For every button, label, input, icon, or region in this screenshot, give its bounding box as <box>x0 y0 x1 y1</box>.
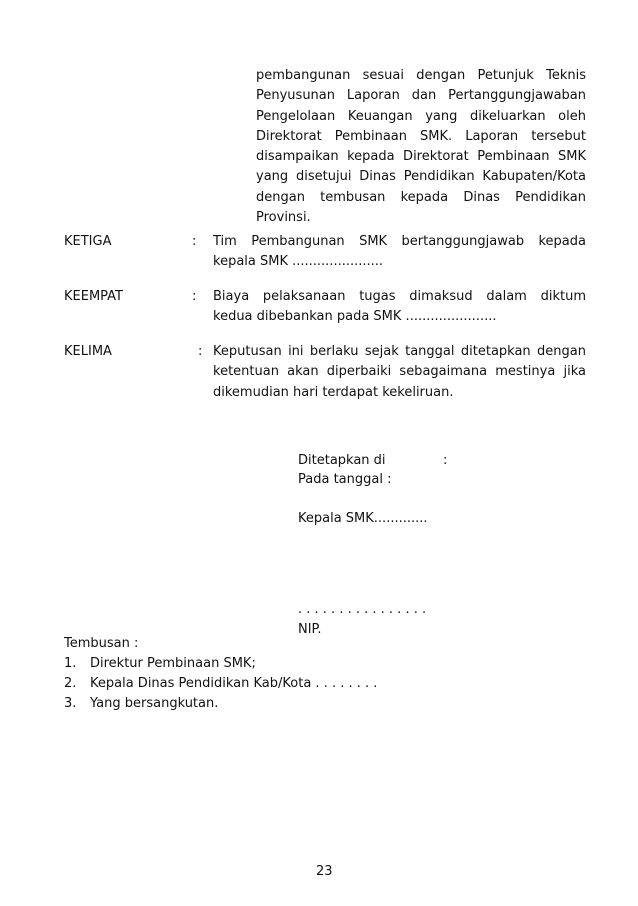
tembusan-item-text: Direktur Pembinaan SMK; <box>90 656 256 671</box>
clause-label: KETIGA <box>64 234 112 249</box>
clause-text <box>213 232 586 273</box>
tembusan-item-number: 2. <box>64 676 77 691</box>
continuation-line: Provinsi. <box>256 210 311 226</box>
tembusan-item-number: 1. <box>64 656 77 671</box>
continuation-line: yang disetujui Dinas Pendidikan Kabupaten/Kota <box>256 169 586 185</box>
clause-line: Keputusan ini berlaku sejak tanggal ditetapkan dengan <box>213 344 586 359</box>
tembusan-item-text: Kepala Dinas Pendidikan Kab/Kota . . . . . . . . <box>90 676 378 691</box>
ditetapkan-colon: : <box>443 453 448 468</box>
clause-line: dikemudian hari terdapat kekeliruan. <box>213 384 454 400</box>
clause-line: kedua dibebankan pada SMK ...................... <box>213 309 497 325</box>
continuation-line: Direktorat Pembinaan SMK. Laporan tersebut <box>256 128 586 144</box>
continuation-line: Penyusunan Laporan dan Pertanggungjawaban <box>256 88 586 104</box>
continuation-line: Pengelolaan Keuangan yang dikeluarkan oleh <box>256 108 586 124</box>
clause-line: Tim Pembangunan SMK bertanggungjawab kepada <box>213 234 586 249</box>
clause-separator: : <box>192 234 197 249</box>
continuation-line: pembangunan sesuai dengan Petunjuk Teknis <box>256 68 586 83</box>
clause-label: KELIMA <box>64 344 112 359</box>
continuation-paragraph <box>256 66 586 228</box>
signatory-nip: NIP. <box>298 622 322 637</box>
tembusan-item-number: 3. <box>64 696 77 711</box>
clause-separator: : <box>192 289 197 304</box>
tembusan-title: Tembusan : <box>64 636 139 651</box>
tembusan-item-text: Yang bersangkutan. <box>90 696 219 711</box>
clause-line: ketentuan akan diperbaiki sebagaimana mestinya jika <box>213 364 586 380</box>
signatory-position: Kepala SMK............. <box>298 511 428 526</box>
clause-line: Biaya pelaksanaan tugas dimaksud dalam diktum <box>213 289 586 304</box>
clause-label: KEEMPAT <box>64 289 124 304</box>
ditetapkan-label: Ditetapkan di <box>298 453 386 468</box>
continuation-line: dengan tembusan kepada Dinas Pendidikan <box>256 189 586 205</box>
signatory-name-placeholder: . . . . . . . . . . . . . . . . <box>298 602 427 617</box>
tanggal-label: Pada tanggal : <box>298 472 392 487</box>
page-number: 23 <box>316 864 333 879</box>
clause-text <box>213 287 586 328</box>
clause-line: kepala SMK ...................... <box>213 254 384 270</box>
continuation-line: disampaikan kepada Direktorat Pembinaan SMK <box>256 149 586 165</box>
clause-text <box>213 342 586 403</box>
clause-separator: : <box>198 344 203 359</box>
